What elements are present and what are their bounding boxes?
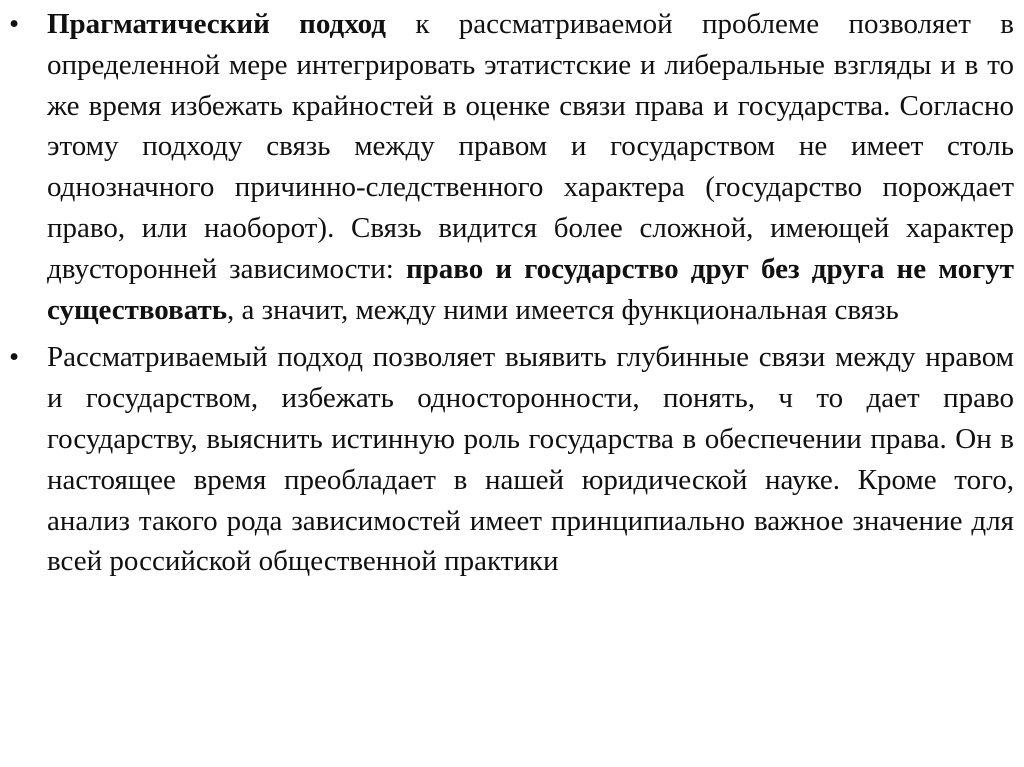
bullet-list	[0, 4, 1024, 582]
bullet-item-pragmatic-approach	[0, 4, 1024, 330]
bullet-icon: •	[9, 341, 20, 374]
bullet-icon: •	[9, 8, 20, 40]
term-pragmatic-approach: Прагматический подход	[47, 8, 386, 40]
bullet-item-approach-benefits	[0, 337, 1024, 582]
paragraph-text: к рассматриваемой проблеме позволяет в определенной мере интегрировать этатистские и либеральные взгляды и в то же время избежать крайностей в оценке связи права и государства. Согласно этому подходу связь между правом и государством не имеет столь однозначного причинно-следственного характера (государство порождает право, или наоборот). Связь видится более сложной, имеющей характер двусторонней зависимости:	[47, 8, 1014, 285]
key-statement: право и государство друг без друга не могут существовать	[47, 252, 1014, 326]
paragraph-text: Рассматриваемый подход позволяет выявить глубинные связи между нравом и государством, избежать односторонности, понять, ч то дает право государству, выяснить истинную роль государства в обеспечении права. Он в настоящее время преобладает в нашей юридической науке. Кроме того, анализ такого рода зависимостей имеет принципиально важное значение для всей российской общественной практики	[47, 341, 1014, 578]
paragraph-text: , а значит, между ними имеется функциональная связь	[227, 293, 899, 326]
